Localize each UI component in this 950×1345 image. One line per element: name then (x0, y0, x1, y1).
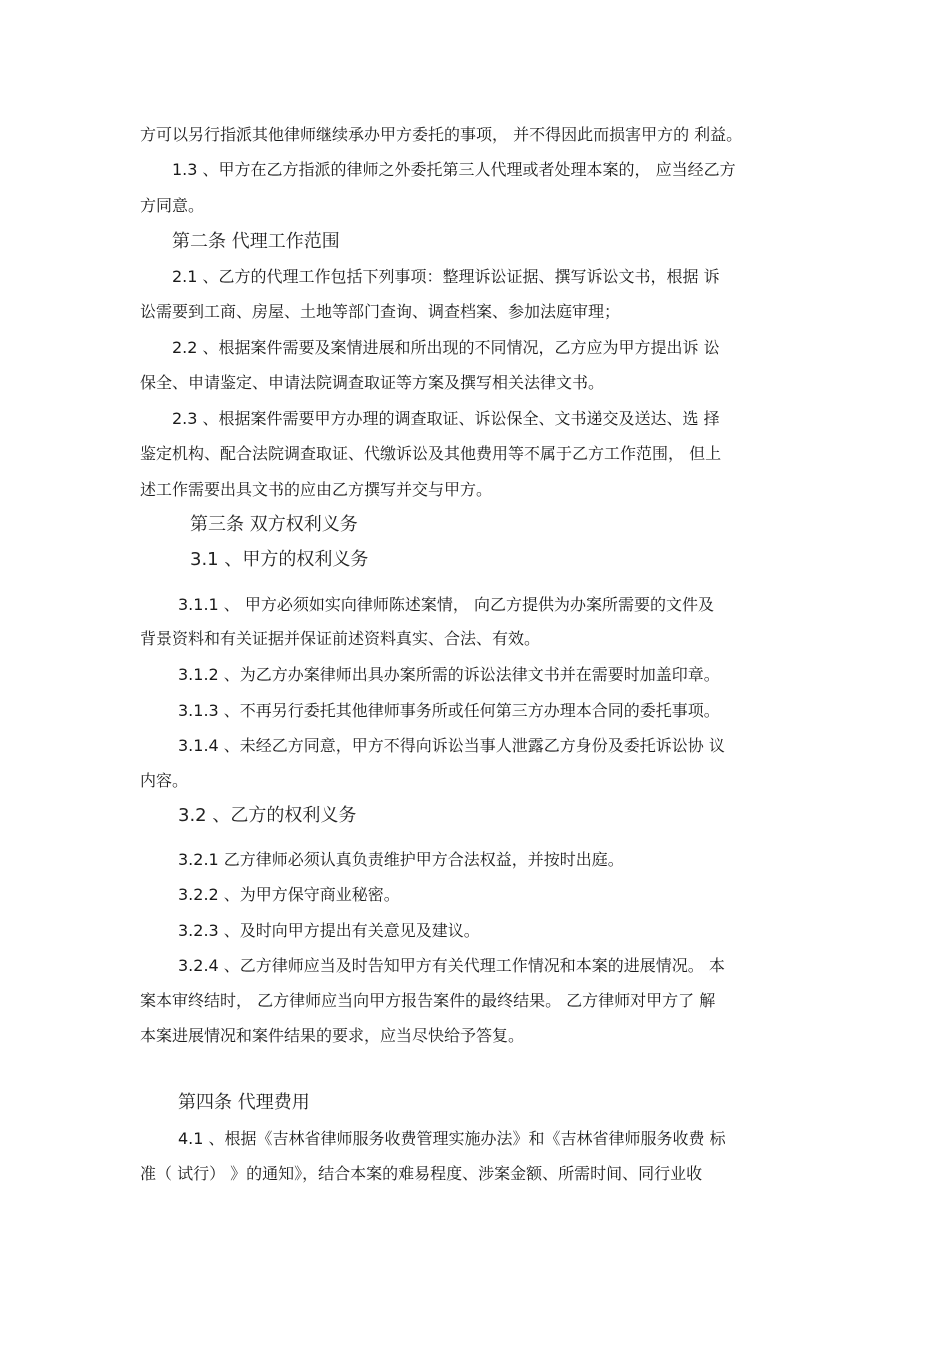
paragraph-line: 述工作需要出具文书的应由乙方撰写并交与甲方。 (140, 480, 493, 499)
paragraph-line: 讼需要到工商、房屋、土地等部门查询、调查档案、参加法庭审理； (140, 302, 621, 321)
paragraph-line: 鉴定机构、配合法院调查取证、代缴诉讼及其他费用等不属于乙方工作范围， 但上 (140, 444, 722, 463)
clause-3-2-4: 3.2.4 、乙方律师应当及时告知甲方有关代理工作情况和本案的进展情况。 本 (178, 956, 725, 975)
article-4-heading: 第四条 代理费用 (178, 1092, 310, 1113)
clause-3-1-4: 3.1.4 、未经乙方同意，甲方不得向诉讼当事人泄露乙方身份及委托诉讼协 议 (178, 736, 725, 755)
clause-2-1: 2.1 、乙方的代理工作包括下列事项：整理诉讼证据、撰写诉讼文书，根据 诉 (172, 267, 720, 286)
clause-3-1-1: 3.1.1 、 甲方必须如实向律师陈述案情， 向乙方提供为办案所需要的文件及 (178, 595, 714, 614)
clause-3-2-1: 3.2.1 乙方律师必须认真负责维护甲方合法权益，并按时出庭。 (178, 850, 624, 869)
paragraph-line: 方可以另行指派其他律师继续承办甲方委托的事项， 并不得因此而损害甲方的 利益。 (140, 125, 743, 144)
clause-1-3: 1.3 、甲方在乙方指派的律师之外委托第三人代理或者处理本案的， 应当经乙方 (172, 160, 736, 179)
paragraph-line: 内容。 (140, 771, 189, 790)
clause-3-2-2: 3.2.2 、为甲方保守商业秘密。 (178, 885, 400, 904)
article-2-heading: 第二条 代理工作范围 (172, 231, 340, 252)
clause-3-2-3: 3.2.3 、及时向甲方提出有关意见及建议。 (178, 921, 480, 940)
paragraph-line: 方同意。 (140, 196, 205, 215)
clause-3-1-2: 3.1.2 、为乙方办案律师出具办案所需的诉讼法律文书并在需要时加盖印章。 (178, 665, 720, 684)
paragraph-line: 本案进展情况和案件结果的要求，应当尽快给予答复。 (140, 1026, 525, 1045)
paragraph-line: 案本审终结时， 乙方律师应当向甲方报告案件的最终结果。 乙方律师对甲方了 解 (140, 991, 716, 1010)
article-3-heading: 第三条 双方权利义务 (190, 514, 358, 535)
paragraph-line: 保全、申请鉴定、申请法院调查取证等方案及撰写相关法律文书。 (140, 373, 605, 392)
section-3-2-heading: 3.2 、乙方的权利义务 (178, 805, 357, 826)
clause-2-3: 2.3 、根据案件需要甲方办理的调查取证、诉讼保全、文书递交及送达、选 择 (172, 409, 720, 428)
paragraph-line: 背景资料和有关证据并保证前述资料真实、合法、有效。 (140, 629, 541, 648)
clause-2-2: 2.2 、根据案件需要及案情进展和所出现的不同情况，乙方应为甲方提出诉 讼 (172, 338, 720, 357)
paragraph-line: 准（ 试行） 》的通知》，结合本案的难易程度、涉案金额、所需时间、同行业收 (140, 1164, 703, 1183)
section-3-1-heading: 3.1 、甲方的权利义务 (190, 549, 369, 570)
clause-4-1: 4.1 、根据《吉林省律师服务收费管理实施办法》和《吉林省律师服务收费 标 (178, 1129, 726, 1148)
clause-3-1-3: 3.1.3 、不再另行委托其他律师事务所或任何第三方办理本合同的委托事项。 (178, 701, 720, 720)
